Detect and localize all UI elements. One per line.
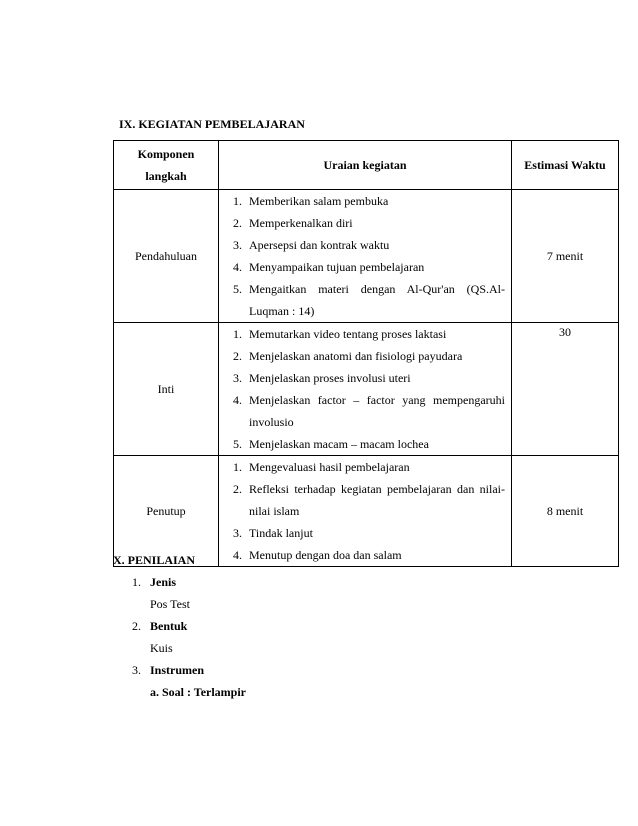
list-item: 1. Memberikan salam pembuka bbox=[233, 194, 389, 208]
header-estimasi: Estimasi Waktu bbox=[512, 141, 619, 190]
penilaian-sub-soal: a. Soal : Terlampir bbox=[150, 685, 247, 699]
list-item: 4. Menjelaskan factor – factor yang mempengaruhi involusio bbox=[233, 393, 505, 429]
list-item: 2. Menjelaskan anatomi dan fisiologi payudara bbox=[233, 349, 463, 363]
list-item: 1. Memutarkan video tentang proses laktasi bbox=[233, 327, 447, 341]
waktu-cell: 8 menit bbox=[512, 456, 619, 567]
list-item: 5. Menjelaskan macam – macam lochea bbox=[233, 437, 429, 451]
komponen-cell: Inti bbox=[114, 323, 219, 456]
header-komponen: Komponen langkah bbox=[114, 141, 219, 190]
table-row-pendahuluan bbox=[114, 190, 619, 323]
penilaian-value-jenis: Pos Test bbox=[150, 597, 190, 611]
uraian-cell bbox=[219, 190, 512, 323]
penilaian-item-jenis: 1. Jenis bbox=[132, 575, 177, 589]
header-uraian: Uraian kegiatan bbox=[219, 141, 512, 190]
list-item: 1. Mengevaluasi hasil pembelajaran bbox=[233, 460, 410, 474]
list-item: 4. Menutup dengan doa dan salam bbox=[233, 548, 402, 562]
section-x-title: X. PENILAIAN bbox=[113, 553, 196, 567]
list-item: 3. Tindak lanjut bbox=[233, 526, 313, 540]
uraian-cell bbox=[219, 323, 512, 456]
komponen-cell: Pendahuluan bbox=[114, 190, 219, 323]
section-ix-title: IX. KEGIATAN PEMBELAJARAN bbox=[119, 117, 305, 131]
table-row-inti bbox=[114, 323, 619, 456]
waktu-cell: 7 menit bbox=[512, 190, 619, 323]
penilaian-value-bentuk: Kuis bbox=[150, 641, 173, 655]
penilaian-item-bentuk: 2. Bentuk bbox=[132, 619, 188, 633]
list-item: 2. Refleksi terhadap kegiatan pembelajaran dan nilai-nilai islam bbox=[233, 482, 505, 518]
list-item: 3. Menjelaskan proses involusi uteri bbox=[233, 371, 411, 385]
penilaian-item-instrumen: 3. Instrumen bbox=[132, 663, 205, 677]
list-item: 4. Menyampaikan tujuan pembelajaran bbox=[233, 260, 425, 274]
section-x bbox=[113, 549, 247, 703]
list-item: 5. Mengaitkan materi dengan Al-Qur'an (QS.Al-Luqman : 14) bbox=[233, 282, 505, 318]
list-item: 2. Memperkenalkan diri bbox=[233, 216, 353, 230]
uraian-cell bbox=[219, 456, 512, 567]
list-item: 3. Apersepsi dan kontrak waktu bbox=[233, 238, 390, 252]
waktu-cell: 30 bbox=[512, 323, 619, 456]
activity-table bbox=[113, 140, 619, 567]
table-header-row bbox=[114, 141, 619, 190]
komponen-cell: Penutup bbox=[114, 456, 219, 567]
